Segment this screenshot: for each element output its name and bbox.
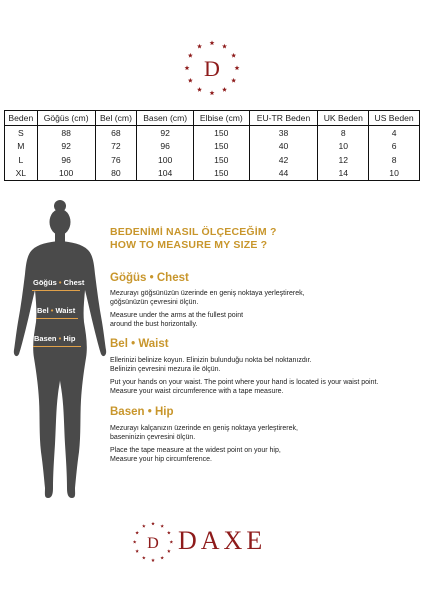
header-cell: Basen (cm): [137, 111, 194, 126]
chest-text-en: Measure under the arms at the fullest point around the bust horizontally.: [110, 312, 244, 328]
table-cell: 92: [137, 126, 194, 140]
chest-text-tr: Mezurayı göğsünüzün üzerinde en geniş noktaya yerleştirerek, göğsünüzün çevresini ölçün.: [110, 290, 305, 306]
brand-name: DAXE: [178, 526, 267, 555]
table-cell: M: [5, 140, 38, 154]
table-cell: 100: [37, 167, 95, 181]
table-cell: 150: [194, 167, 250, 181]
header-cell: Göğüs (cm): [37, 111, 95, 126]
table-cell: 4: [369, 126, 420, 140]
table-cell: S: [5, 126, 38, 140]
star-icon: [197, 87, 202, 92]
star-icon: [185, 65, 190, 70]
hip-text-tr: Mezurayı kalçanızın üzerinde en geniş noktaya yerleştirerek, baseninizin çevresini ölçün.: [110, 425, 298, 441]
star-icon: [160, 556, 164, 559]
header-cell: Bel (cm): [95, 111, 137, 126]
table-cell: 14: [318, 167, 369, 181]
table-cell: 92: [37, 140, 95, 154]
table-cell: 6: [369, 140, 420, 154]
section-title-en: Chest: [156, 272, 189, 284]
table-cell: 10: [369, 167, 420, 181]
waist-text-tr: Ellerinizi belinize koyun. Elinizin bulunduğu nokta bel noktanızdır. Belinizin çevresini mezura ile ölçün.: [110, 357, 312, 373]
table-row: [5, 167, 420, 181]
hip-measure-line: [33, 346, 81, 347]
star-icon: [160, 524, 164, 527]
chest-label-en: Chest: [63, 278, 85, 287]
section-separator: •: [131, 338, 136, 350]
table-cell: 44: [249, 167, 318, 181]
section-title-tr: Bel: [110, 338, 128, 350]
section-title-tr: Basen: [110, 406, 145, 418]
star-icon: [231, 78, 236, 83]
table-cell: 10: [318, 140, 369, 154]
star-icon: [188, 53, 193, 58]
star-icon: [133, 540, 137, 543]
table-cell: 72: [95, 140, 137, 154]
star-ring-icon: [128, 520, 178, 564]
hip-text-en: Place the tape measure at the widest point on your hip, Measure your hip circumference.: [110, 447, 281, 463]
star-icon: [135, 549, 139, 552]
table-cell: 12: [318, 153, 369, 167]
brand-monogram: D: [204, 56, 220, 81]
star-icon: [142, 556, 146, 559]
star-icon: [167, 549, 171, 552]
star-icon: [151, 558, 155, 561]
waist-label: [37, 306, 75, 315]
header-cell: Elbise (cm): [194, 111, 250, 126]
label-separator: •: [50, 306, 54, 315]
star-icon: [170, 540, 174, 543]
brand-monogram: D: [147, 534, 159, 552]
label-separator: •: [58, 334, 62, 343]
star-ring-icon: [182, 38, 242, 98]
table-cell: 8: [369, 153, 420, 167]
chest-measure-line: [32, 290, 80, 291]
table-cell: XL: [5, 167, 38, 181]
chest-label-tr: Göğüs: [33, 278, 57, 287]
star-icon: [197, 44, 202, 49]
table-cell: 96: [37, 153, 95, 167]
waist-label-tr: Bel: [37, 306, 49, 315]
table-cell: 8: [318, 126, 369, 140]
table-row: [5, 140, 420, 154]
table-cell: 40: [249, 140, 318, 154]
section-title-en: Hip: [154, 406, 174, 418]
brand-logo-top: [182, 38, 242, 98]
star-icon: [210, 40, 215, 45]
table-cell: 88: [37, 126, 95, 140]
star-icon: [188, 78, 193, 83]
section-separator: •: [147, 406, 152, 418]
star-icon: [135, 531, 139, 534]
table-row: [5, 153, 420, 167]
header-cell: EU-TR Beden: [249, 111, 318, 126]
table-row: [5, 126, 420, 140]
chest-label: [33, 278, 84, 287]
female-figure-icon: [8, 198, 113, 508]
body-silhouette: [8, 198, 113, 508]
star-icon: [222, 87, 227, 92]
table-cell: L: [5, 153, 38, 167]
star-icon: [151, 522, 155, 525]
table-cell: 104: [137, 167, 194, 181]
table-header-row: [5, 111, 420, 126]
waist-section-title: [110, 338, 169, 350]
size-chart-table: [4, 110, 420, 181]
chest-section-title: [110, 272, 189, 284]
table-cell: 76: [95, 153, 137, 167]
header-cell: UK Beden: [318, 111, 369, 126]
star-icon: [210, 90, 215, 95]
waist-text-en: Put your hands on your waist. The point where your hand is located is your waist point. Measure your waist circumference with a tape measure.: [110, 379, 379, 395]
table-cell: 80: [95, 167, 137, 181]
section-separator: •: [149, 272, 154, 284]
hip-label: [34, 334, 75, 343]
table-cell: 42: [249, 153, 318, 167]
table-cell: 150: [194, 126, 250, 140]
table-cell: 38: [249, 126, 318, 140]
star-icon: [142, 524, 146, 527]
star-icon: [231, 53, 236, 58]
header-cell: Beden: [5, 111, 38, 126]
table-cell: 96: [137, 140, 194, 154]
star-icon: [235, 65, 240, 70]
guide-heading-tr: BEDENİMİ NASIL ÖLÇECEĞİM ?: [110, 226, 277, 238]
table-cell: 68: [95, 126, 137, 140]
section-title-en: Waist: [138, 338, 169, 350]
hip-section-title: [110, 406, 174, 418]
waist-measure-line: [36, 318, 78, 319]
label-separator: •: [58, 278, 62, 287]
star-icon: [167, 531, 171, 534]
waist-label-en: Waist: [55, 306, 76, 315]
header-cell: US Beden: [369, 111, 420, 126]
star-icon: [222, 44, 227, 49]
table-cell: 150: [194, 140, 250, 154]
hip-label-en: Hip: [63, 334, 76, 343]
guide-heading-en: HOW TO MEASURE MY SIZE ?: [110, 239, 268, 251]
section-title-tr: Göğüs: [110, 272, 147, 284]
table-cell: 100: [137, 153, 194, 167]
table-cell: 150: [194, 153, 250, 167]
hip-label-tr: Basen: [34, 334, 57, 343]
